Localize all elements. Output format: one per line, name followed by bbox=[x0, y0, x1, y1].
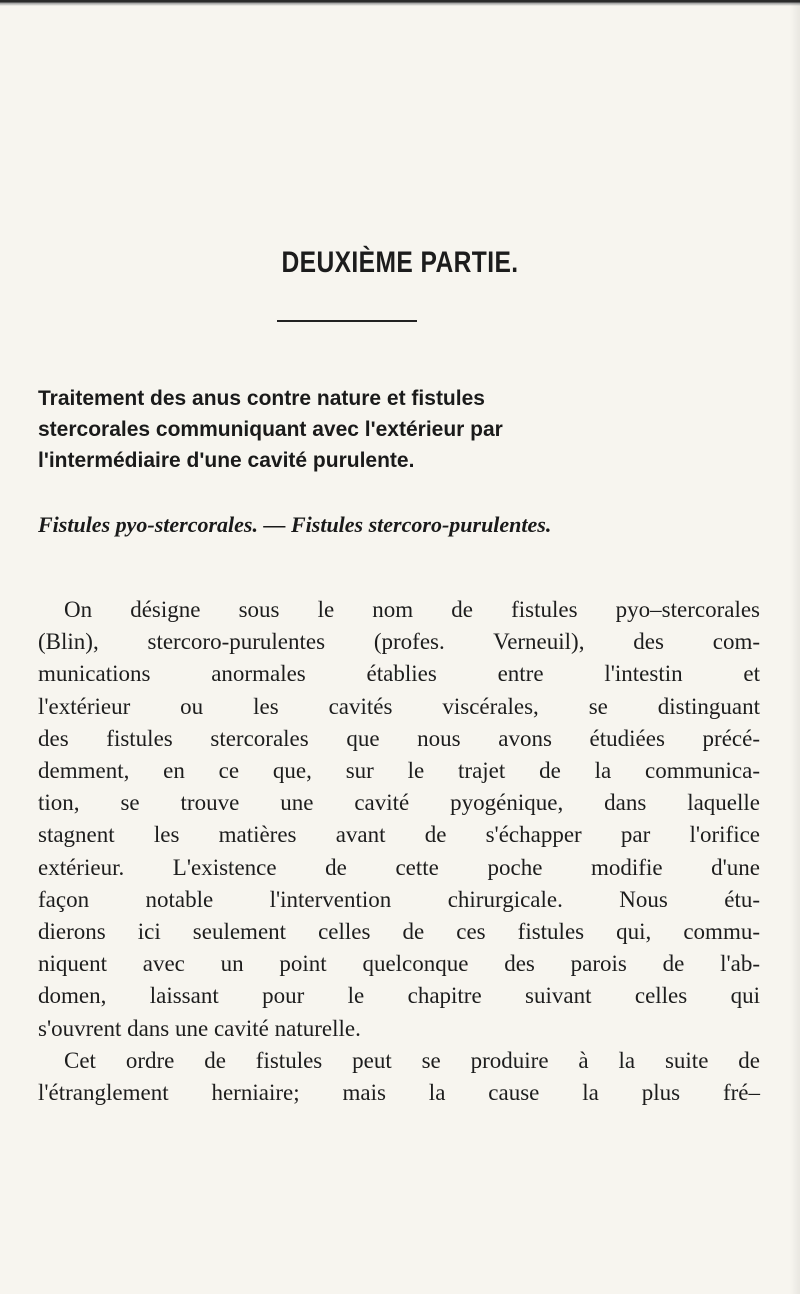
paragraph-1-line: façon notable l'intervention chirurgicale. Nous étu- bbox=[38, 886, 760, 912]
section-title-line: l'intermédiaire d'une cavité purulente. bbox=[38, 449, 415, 472]
paragraph-1-line: extérieur. L'existence de cette poche modifie d'une bbox=[38, 854, 760, 880]
part-heading: DEUXIÈME PARTIE. bbox=[281, 246, 519, 279]
page-top-edge bbox=[0, 0, 800, 6]
page-right-edge-shadow bbox=[790, 0, 800, 1294]
paragraph-1-line: tion, se trouve une cavité pyogénique, dans laquelle bbox=[38, 790, 760, 816]
section-title bbox=[38, 383, 758, 476]
paragraph-1-line: stagnent les matières avant de s'échapper par l'orifice bbox=[38, 822, 760, 848]
paragraph-1-line: (Blin), stercoro-purulentes (profes. Verneuil), des com- bbox=[38, 629, 760, 655]
heading-divider bbox=[277, 320, 417, 322]
paragraph-1-line: l'extérieur ou les cavités viscérales, se distinguant bbox=[38, 693, 760, 719]
paragraph-2-line: l'étranglement herniaire; mais la cause la plus fré– bbox=[38, 1080, 760, 1106]
paragraph-1-line: demment, en ce que, sur le trajet de la communica- bbox=[38, 758, 760, 784]
section-title-line: Traitement des anus contre nature et fistules bbox=[38, 387, 485, 410]
paragraph-1-line: niquent avec un point quelconque des parois de l'ab- bbox=[38, 951, 760, 977]
paragraph-2-line: Cet ordre de fistules peut se produire à la suite de bbox=[64, 1047, 760, 1073]
paragraph-1-line: On désigne sous le nom de fistules pyo–stercorales bbox=[64, 597, 760, 622]
paragraph-1-line: munications anormales établies entre l'intestin et bbox=[38, 661, 760, 687]
body-text bbox=[38, 594, 760, 1109]
section-title-line: stercorales communiquant avec l'extérieur par bbox=[38, 418, 503, 441]
paragraph-1-line: domen, laissant pour le chapitre suivant celles qui bbox=[38, 983, 760, 1009]
paragraph-1-line: des fistules stercorales que nous avons étudiées précé- bbox=[38, 725, 760, 751]
paragraph-1-line: dierons ici seulement celles de ces fistules qui, commu- bbox=[38, 919, 760, 945]
paragraph-1-line: s'ouvrent dans une cavité naturelle. bbox=[38, 1015, 361, 1041]
section-subtitle: Fistules pyo-stercorales. — Fistules stercoro-purulentes. bbox=[38, 512, 552, 537]
